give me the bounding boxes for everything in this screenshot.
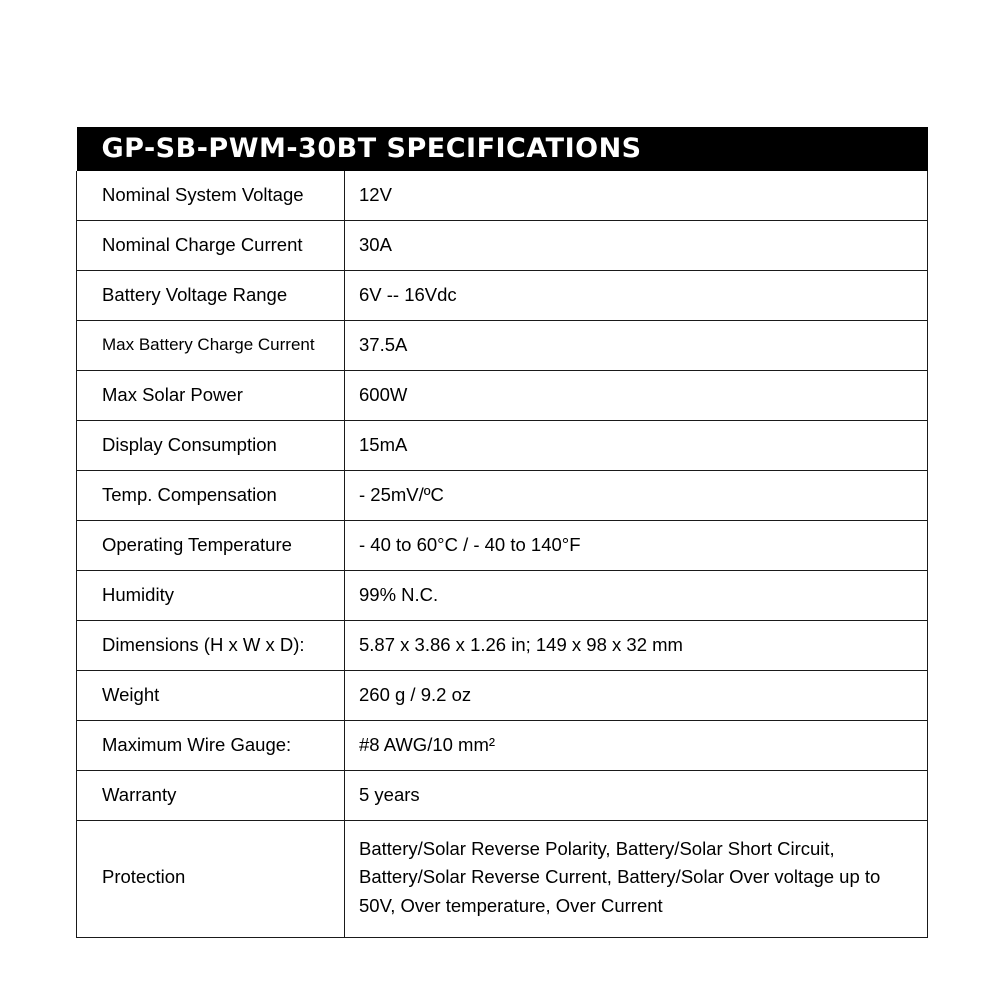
spec-label: Operating Temperature [77, 520, 345, 570]
spec-value: 37.5A [345, 320, 928, 370]
specifications-table [76, 127, 928, 938]
spec-label: Warranty [77, 770, 345, 820]
spec-label: Weight [77, 670, 345, 720]
table-row [77, 820, 928, 937]
table-row [77, 520, 928, 570]
spec-table-body [77, 127, 928, 937]
spec-label: Nominal Charge Current [77, 220, 345, 270]
table-title-cell [77, 127, 928, 171]
table-row [77, 370, 928, 420]
spec-label: Temp. Compensation [77, 470, 345, 520]
page-title: GP-SB-PWM-30BT SPECIFICATIONS [101, 133, 642, 164]
table-row [77, 420, 928, 470]
table-title-row [77, 127, 928, 171]
table-row [77, 220, 928, 270]
spec-label: Nominal System Voltage [77, 171, 345, 220]
spec-value: 600W [345, 370, 928, 420]
table-row [77, 270, 928, 320]
spec-value: Battery/Solar Reverse Polarity, Battery/Solar Short Circuit, Battery/Solar Reverse Current, Battery/Solar Over voltage up to 50V, Over temperature, Over Current [345, 820, 928, 937]
spec-value: 6V -- 16Vdc [345, 270, 928, 320]
spec-label: Humidity [77, 570, 345, 620]
spec-label: Display Consumption [77, 420, 345, 470]
spec-value: 12V [345, 171, 928, 220]
spec-label: Max Battery Charge Current [77, 320, 345, 370]
table-row [77, 720, 928, 770]
spec-value: 15mA [345, 420, 928, 470]
spec-value: 5 years [345, 770, 928, 820]
spec-label: Max Solar Power [77, 370, 345, 420]
spec-value: - 25mV/ºC [345, 470, 928, 520]
table-row [77, 620, 928, 670]
spec-value: 260 g / 9.2 oz [345, 670, 928, 720]
spec-value: #8 AWG/10 mm² [345, 720, 928, 770]
spec-value: 5.87 x 3.86 x 1.26 in; 149 x 98 x 32 mm [345, 620, 928, 670]
spec-value: 30A [345, 220, 928, 270]
spec-table-container [76, 127, 927, 938]
table-row [77, 320, 928, 370]
spec-label: Protection [77, 820, 345, 937]
table-row [77, 470, 928, 520]
table-row [77, 770, 928, 820]
table-row [77, 570, 928, 620]
spec-value: 99% N.C. [345, 570, 928, 620]
spec-value: - 40 to 60°C / - 40 to 140°F [345, 520, 928, 570]
table-row [77, 670, 928, 720]
spec-label: Battery Voltage Range [77, 270, 345, 320]
table-row [77, 171, 928, 220]
spec-label: Dimensions (H x W x D): [77, 620, 345, 670]
spec-label: Maximum Wire Gauge: [77, 720, 345, 770]
